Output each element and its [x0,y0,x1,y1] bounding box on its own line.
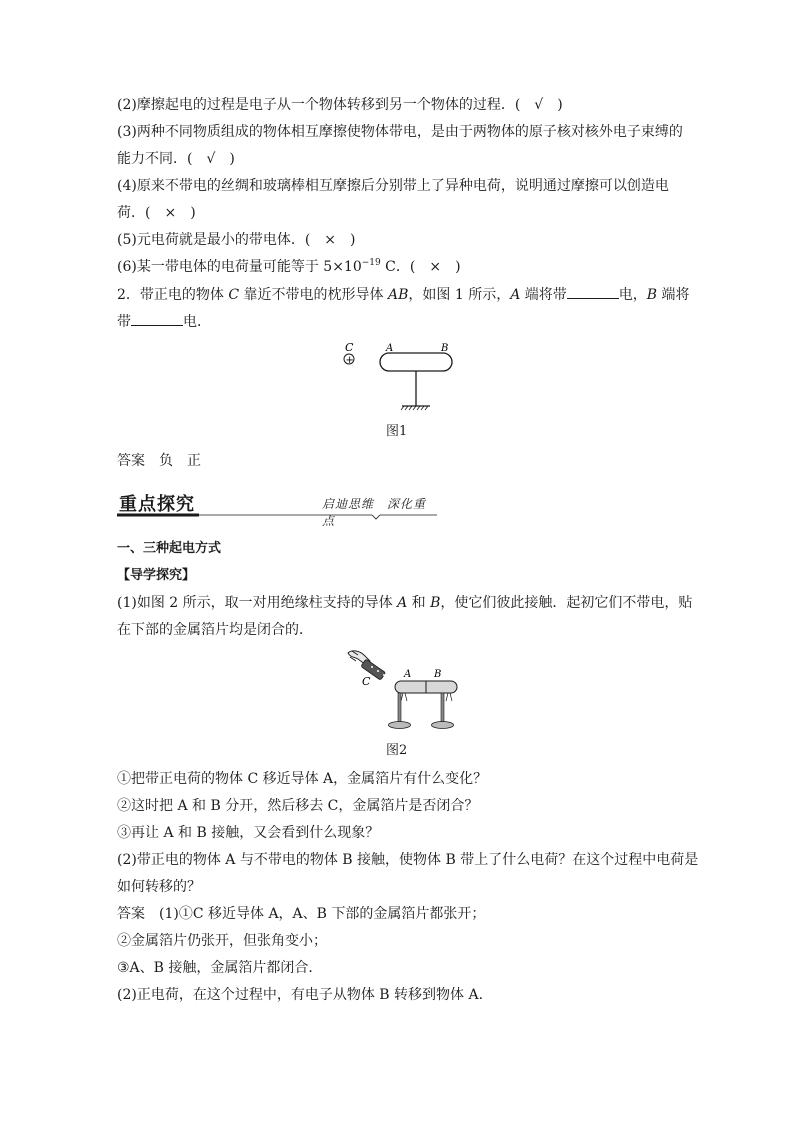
section-subtitle: 启迪思维 深化重点 [322,497,427,528]
inquiry-2-line-2: 如何转移的？ [117,879,201,895]
insulating-post-b [441,693,444,723]
question-2-line-1 [117,286,690,304]
item-5: (5)元电荷就是最小的带电体．( × ) [117,232,356,248]
pillow-conductor [380,353,452,371]
q2-text: 靠近不带电的枕形导体 [239,287,388,303]
metal-foil-b [446,693,452,701]
fig1-label-c: C [345,341,354,354]
q2-var-a: A [510,287,521,303]
item-6 [117,258,461,276]
inquiry-1-line-1 [117,594,692,612]
inquiry-question-1: ①把带正电荷的物体 C 移近导体 A，金属箔片有什么变化？ [117,771,488,787]
q2-text: 电， [618,287,647,303]
inquiry-question-2: ②这时把 A 和 B 分开，然后移去 C，金属箔片是否闭合？ [117,798,479,814]
item-2: (2)摩擦起电的过程是电子从一个物体转移到另一个物体的过程．( √ ) [117,97,563,113]
q2-text: 带 [117,314,131,330]
q2-text: 2．带正电的物体 [117,287,229,303]
answer-blank-2[interactable] [131,313,183,326]
stand-base-b [432,722,454,729]
q2-text: 电． [183,314,211,330]
inquiry-1-line-2: 在下部的金属箔片均是闭合的． [117,622,313,638]
figure-1-caption: 图1 [386,424,408,439]
inquiry-var-b: B [430,595,441,611]
item-6-text: (6)某一带电体的电荷量可能等于 5×10 [117,259,362,275]
question-2-line-2 [117,313,211,331]
guided-inquiry-tag: 【导学探究】 [117,568,196,583]
inquiry-question-3: ③再让 A 和 B 接触，又会看到什么现象？ [117,825,380,841]
figure-2-caption: 图2 [386,743,408,758]
banner-underline [117,512,437,520]
figure-2-diagram [340,645,480,740]
subsection-heading: 一、三种起电方式 [117,541,222,556]
item-6-unit: C．( × ) [380,259,461,275]
q2-var-b: B [646,287,658,303]
inquiry-text: 和 [407,595,431,611]
fig2-label-b: B [434,669,442,680]
answer-2-line-1: 答案 (1)①C 移近导体 A，A、B 下部的金属箔片都张开； [117,906,486,922]
fig2-label-c: C [362,675,371,688]
metal-foil-a [401,693,407,701]
inquiry-text: ，使它们彼此接触．起初它们不带电，贴 [440,595,693,611]
item-4-line-1: (4)原来不带电的丝绸和玻璃棒相互摩擦后分别带上了异种电荷，说明通过摩擦可以创造电 [117,178,669,194]
answer-2-line-3: ③A、B 接触，金属箔片都闭合． [117,960,323,976]
fig2-label-a: A [404,669,412,680]
section-title: 重点探究 [119,494,195,515]
fig1-label-plus: + [345,355,354,366]
item-4-line-2: 荷．( × ) [117,205,196,221]
fig1-label-a: A [386,343,394,354]
answer-blank-1[interactable] [567,286,619,299]
fig1-label-b: B [441,343,449,354]
inquiry-2-line-1: (2)带正电的物体 A 与不带电的物体 B 接触，使物体 B 带上了什么电荷？在这个过程中电荷是 [117,852,699,868]
stand-base-a [389,722,411,729]
item-6-exponent: −19 [361,258,381,268]
figure-1-diagram [330,338,470,418]
q2-var-ab: AB [387,287,409,303]
answer-2-line-4: (2)正电荷，在这个过程中，有电子从物体 B 转移到物体 A. [117,987,484,1003]
section-banner [117,490,437,528]
answer-2-line-2: ②金属箔片仍张开，但张角变小； [117,933,327,949]
insulating-post-a [398,693,401,723]
item-3-line-2: 能力不同．( √ ) [117,151,235,167]
item-3-line-1: (3)两种不同物质组成的物体相互摩擦使物体带电，是由于两物体的原子核对核外电子束缚的 [117,124,683,140]
q2-text: 端将带 [520,287,567,303]
q2-text: 端将 [657,287,690,303]
q2-text: ，如图 1 所示， [408,287,511,303]
q2-var-c: C [228,287,240,303]
inquiry-var-a: A [397,595,408,611]
answer-1: 答案 负 正 [117,453,201,469]
inquiry-text: (1)如图 2 所示，取一对用绝缘柱支持的导体 [117,595,398,611]
